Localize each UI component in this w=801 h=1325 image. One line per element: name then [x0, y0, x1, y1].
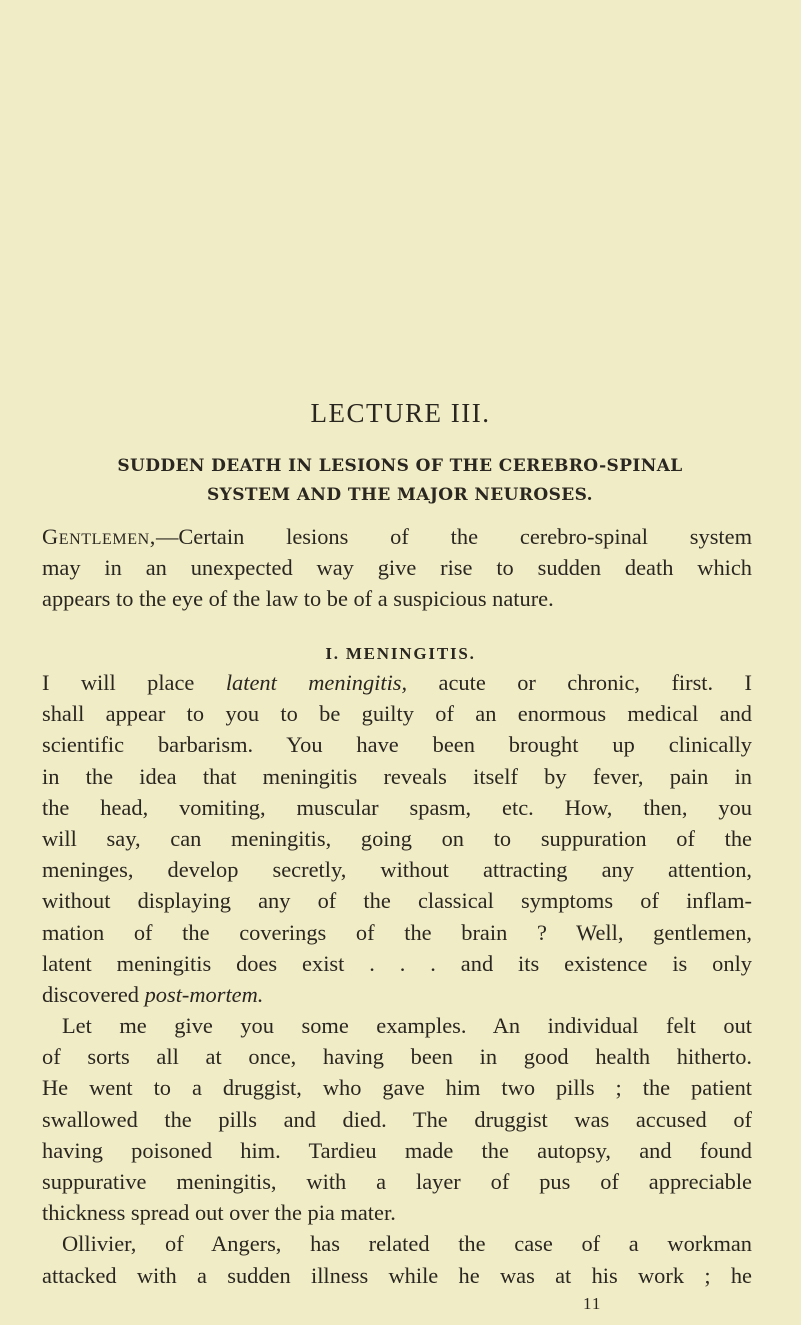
intro-line-1: —Certain lesions of the cerebro-spinal system — [155, 524, 752, 549]
p2-line-3: He went to a druggist, who gave him two pills ; the patient — [42, 1075, 752, 1101]
intro-paragraph — [42, 521, 752, 615]
p2-line-1: Let me give you some examples. An individual felt out — [62, 1013, 752, 1039]
p1-line-4: in the idea that meningitis reveals itself by fever, pain in — [42, 763, 752, 789]
p1-line-9: mation of the coverings of the brain ? Well, gentlemen, — [42, 919, 752, 945]
salutation: Gentlemen, — [42, 524, 156, 549]
section-heading: I. MENINGITIS. — [325, 644, 476, 663]
p3-line-1: Ollivier, of Angers, has related the case of a workman — [62, 1231, 752, 1257]
p1-line-8: without displaying any of the classical symptoms of inflam- — [42, 888, 752, 914]
p1-line-6: will say, can meningitis, going on to suppuration of the — [42, 825, 752, 851]
p2-line-6: suppurative meningitis, with a layer of pus of appreciable — [42, 1169, 752, 1194]
p1-line-10: latent meningitis does exist . . . and its existence is only — [42, 950, 752, 976]
p1-line-1-end: acute or chronic, first. I — [407, 670, 753, 695]
intro-line-3: appears to the eye of the law to be of a suspicious nature. — [42, 586, 554, 612]
p1-line-5: the head, vomiting, muscular spasm, etc. How, then, you — [42, 794, 752, 820]
lecture-title: LECTURE III. — [310, 398, 491, 428]
body-text — [42, 667, 752, 1291]
latent-meningitis-italic: latent meningitis, — [225, 670, 408, 695]
lecture-subtitle-line-1: SUDDEN DEATH IN LESIONS OF THE CEREBRO-SPINAL — [117, 456, 683, 476]
p1-line-11-start: discovered — [42, 981, 145, 1007]
p1-line-7: meninges, develop secretly, without attracting any attention, — [42, 857, 752, 883]
p2-line-4: swallowed the pills and died. The druggist was accused of — [42, 1106, 752, 1132]
p1-line-3: scientific barbarism. You have been brought up clinically — [42, 732, 752, 758]
page-number: 11 — [583, 1294, 602, 1313]
p3-line-2: attacked with a sudden illness while he was at his work ; he — [42, 1262, 752, 1288]
p1-line-2: shall appear to you to be guilty of an enormous medical and — [42, 701, 752, 727]
lecture-subtitle-line-2: SYSTEM AND THE MAJOR NEUROSES. — [207, 485, 593, 505]
p2-line-7: thickness spread out over the pia mater. — [42, 1200, 396, 1226]
intro-line-2: may in an unexpected way give rise to sudden death which — [42, 555, 752, 581]
p1-line-1-start: I will place — [42, 670, 226, 695]
p2-line-2: of sorts all at once, having been in good health hitherto. — [42, 1044, 752, 1070]
post-mortem-italic: post-mortem. — [144, 981, 264, 1007]
p2-line-5: having poisoned him. Tardieu made the autopsy, and found — [42, 1137, 752, 1163]
